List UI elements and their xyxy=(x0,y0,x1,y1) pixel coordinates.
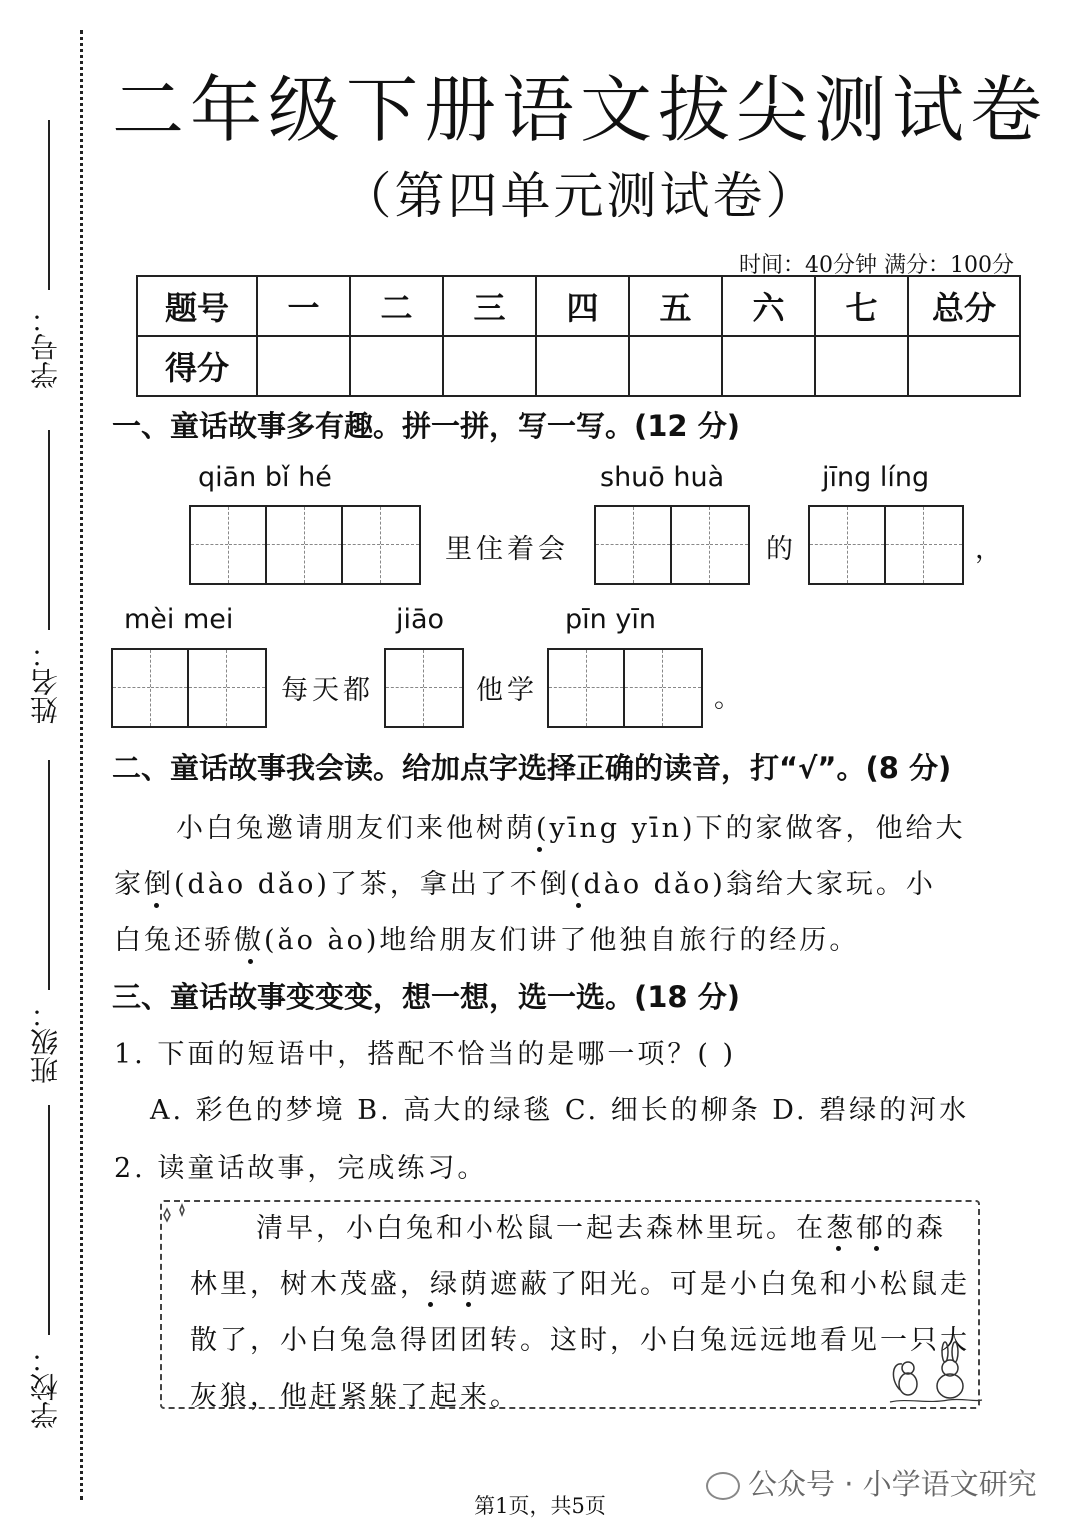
pinyin-meimei: mèi mei xyxy=(124,604,234,635)
tianzige-jingling[interactable] xyxy=(808,505,964,585)
emphasis-dot xyxy=(576,903,581,908)
table-cell: 六 xyxy=(722,276,815,336)
school-label: 学校： xyxy=(29,1345,62,1429)
page-subtitle: （第四单元测试卷） xyxy=(341,167,819,225)
question-1-options: A. 彩色的梦境 B. 高大的绿毯 C. 细长的柳条 D. 碧绿的河水 xyxy=(150,1095,970,1126)
table-cell: 题号 xyxy=(137,276,257,336)
class-label: 班级： xyxy=(29,1000,62,1084)
sentence-text: 他学 xyxy=(476,675,538,706)
score-table xyxy=(136,275,1021,397)
score-cell[interactable] xyxy=(815,336,908,396)
section2-heading: 二、童话故事我会读。给加点字选择正确的读音，打“√”。(8 分) xyxy=(112,751,952,785)
sentence-text: 里住着会 xyxy=(445,534,569,565)
table-cell: 七 xyxy=(815,276,908,336)
story-line: 散了，小白兔急得团团转。这时，小白兔远远地看见一只大 xyxy=(190,1325,970,1356)
table-cell: 五 xyxy=(629,276,722,336)
question-2: 2. 读童话故事，完成练习。 xyxy=(114,1153,488,1184)
table-cell: 总分 xyxy=(908,276,1020,336)
score-cell[interactable] xyxy=(536,336,629,396)
page-footer: 第1页，共5页 xyxy=(474,1494,606,1518)
emphasis-dot xyxy=(154,903,159,908)
rabbit-squirrel-illustration-icon xyxy=(888,1340,984,1406)
pinyin-jiao: jiāo xyxy=(396,604,445,635)
score-cell[interactable] xyxy=(908,336,1020,396)
emphasis-dot xyxy=(537,847,542,852)
tianzige-qianbihe[interactable] xyxy=(189,505,421,585)
student-id-label: 学号： xyxy=(29,305,62,389)
emphasis-dot xyxy=(836,1246,841,1251)
story-line: 清早，小白兔和小松鼠一起去森林里玩。在葱郁的森 xyxy=(256,1213,946,1244)
sentence-text: ， xyxy=(975,534,1006,565)
passage-line: 家倒(dào dǎo)了茶，拿出了不倒(dào dǎo)翁给大家玩。小 xyxy=(114,869,936,900)
table-row xyxy=(137,336,1020,396)
tianzige-pinyin[interactable] xyxy=(547,648,703,728)
section1-heading: 一、童话故事多有趣。拼一拼，写一写。(12 分) xyxy=(112,409,740,443)
passage-line: 白兔还骄傲(ǎo ào)地给朋友们讲了他独自旅行的经历。 xyxy=(114,925,860,956)
table-cell: 一 xyxy=(257,276,350,336)
score-cell[interactable] xyxy=(257,336,350,396)
sentence-text: 的 xyxy=(766,534,797,565)
score-cell[interactable] xyxy=(443,336,536,396)
pinyin-shuohua: shuō huà xyxy=(600,462,725,493)
passage-line: 小白兔邀请朋友们来他树荫(yīng yīn)下的家做客，他给大 xyxy=(176,813,966,844)
score-cell[interactable] xyxy=(350,336,443,396)
tianzige-shuohua[interactable] xyxy=(594,505,750,585)
tianzige-meimei[interactable] xyxy=(111,648,267,728)
sentence-text: 。 xyxy=(714,683,745,714)
pinyin-qianbihe: qiān bǐ hé xyxy=(198,462,332,493)
table-cell: 二 xyxy=(350,276,443,336)
emphasis-dot xyxy=(248,959,253,964)
exam-meta: 时间：40分钟 满分：100分 xyxy=(739,253,1014,278)
sparkle-icon xyxy=(154,1200,194,1230)
tianzige-jiao[interactable] xyxy=(384,648,464,728)
class-line xyxy=(48,760,50,990)
story-line: 灰狼，他赶紧躲了起来。 xyxy=(190,1381,520,1412)
story-line: 林里，树木茂盛，绿荫遮蔽了阳光。可是小白兔和小松鼠走 xyxy=(190,1269,970,1300)
score-cell[interactable] xyxy=(722,336,815,396)
school-line xyxy=(48,1105,50,1335)
pinyin-jingling: jīng líng xyxy=(822,462,930,493)
table-cell: 得分 xyxy=(137,336,257,396)
section3-heading: 三、童话故事变变变，想一想，选一选。(18 分) xyxy=(112,980,740,1014)
pinyin-pinyin: pīn yīn xyxy=(565,604,656,635)
name-label: 姓名： xyxy=(29,640,62,724)
score-cell[interactable] xyxy=(629,336,722,396)
sentence-text: 每天都 xyxy=(281,675,374,706)
emphasis-dot xyxy=(428,1302,433,1307)
cut-line xyxy=(80,30,83,1500)
emphasis-dot xyxy=(874,1246,879,1251)
table-cell: 三 xyxy=(443,276,536,336)
table-row xyxy=(137,276,1020,336)
emphasis-dot xyxy=(466,1302,471,1307)
name-line xyxy=(48,430,50,630)
table-cell: 四 xyxy=(536,276,629,336)
question-1: 1. 下面的短语中，搭配不恰当的是哪一项？( ) xyxy=(114,1039,736,1070)
page-title: 二年级下册语文拔尖测试卷 xyxy=(111,68,1048,152)
watermark-text: 公众号 · 小学语文研究 xyxy=(748,1467,1037,1501)
